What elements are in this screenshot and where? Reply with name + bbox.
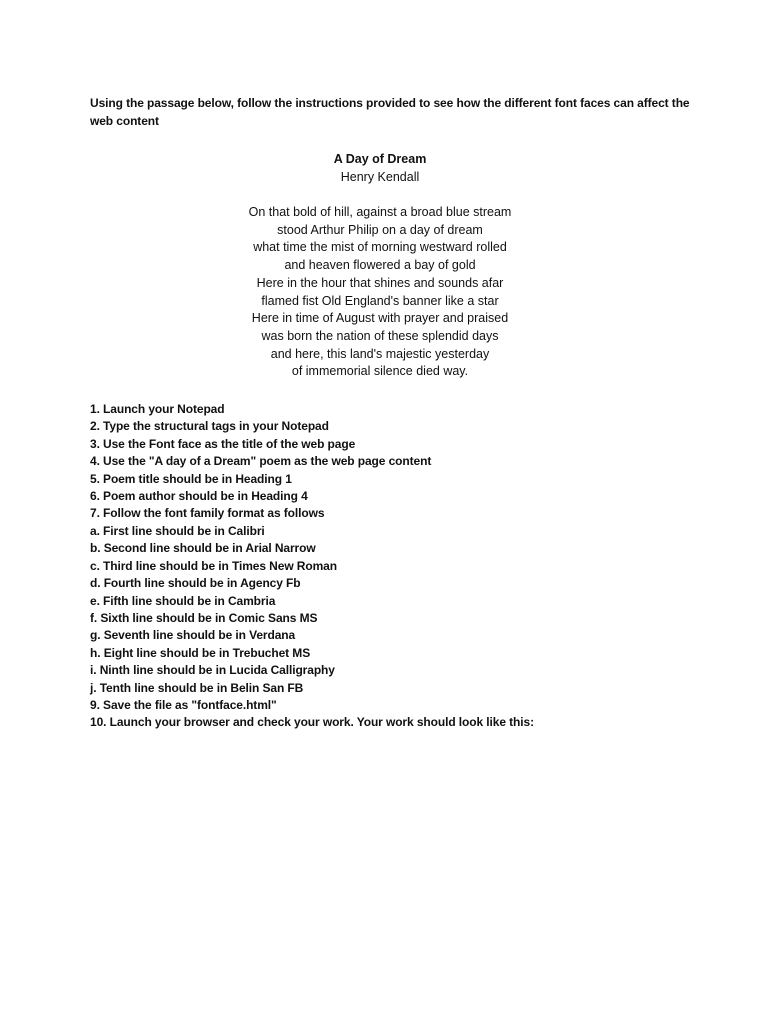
instruction-item: 4. Use the "A day of a Dream" poem as the web page content <box>90 454 432 469</box>
poem-line-9: and here, this land's majestic yesterday <box>270 346 490 361</box>
instruction-item: 7. Follow the font family format as follows <box>90 506 325 521</box>
instruction-item: 10. Launch your browser and check your work. Your work should look like this: <box>90 715 534 730</box>
instructions-list <box>90 401 690 732</box>
poem-line-4: and heaven flowered a bay of gold <box>284 258 476 273</box>
document-page <box>90 94 690 732</box>
instruction-item: 5. Poem title should be in Heading 1 <box>90 471 292 486</box>
instruction-item: c. Third line should be in Times New Roman <box>90 558 337 573</box>
instruction-item: i. Ninth line should be in Lucida Calligraphy <box>90 663 335 678</box>
instruction-item: a. First line should be in Calibri <box>90 523 265 538</box>
poem-block <box>90 150 670 381</box>
intro-paragraph: Using the passage below, follow the instructions provided to see how the different font faces can affect the web content <box>90 96 690 128</box>
poem-line-8: was born the nation of these splendid days <box>261 328 499 343</box>
poem-line-3: what time the mist of morning westward rolled <box>253 240 507 255</box>
poem-line-10: of immemorial silence died way. <box>291 364 469 379</box>
poem-author: Henry Kendall <box>340 170 420 184</box>
poem-line-7: Here in time of August with prayer and praised <box>251 311 509 326</box>
poem-title: A Day of Dream <box>333 152 427 166</box>
instruction-item: 9. Save the file as "fontface.html" <box>90 697 277 712</box>
instruction-item: 1. Launch your Notepad <box>90 402 225 417</box>
instruction-item: j. Tenth line should be in Belin San FB <box>90 680 304 695</box>
poem-line-6: flamed fist Old England's banner like a star <box>261 293 499 308</box>
instruction-item: d. Fourth line should be in Agency Fb <box>90 576 301 591</box>
instruction-item: 2. Type the structural tags in your Notepad <box>90 419 329 434</box>
instruction-item: b. Second line should be in Arial Narrow <box>90 541 316 556</box>
instruction-item: h. Eight line should be in Trebuchet MS <box>90 645 311 660</box>
poem-line-1: On that bold of hill, against a broad blue stream <box>248 205 512 219</box>
instruction-item: f. Sixth line should be in Comic Sans MS <box>90 610 318 625</box>
instruction-item: e. Fifth line should be in Cambria <box>90 593 276 608</box>
poem-line-2: stood Arthur Philip on a day of dream <box>277 222 483 237</box>
instruction-item: 6. Poem author should be in Heading 4 <box>90 489 308 504</box>
poem-line-5: Here in the hour that shines and sounds afar <box>256 275 504 290</box>
instruction-item: g. Seventh line should be in Verdana <box>90 628 296 643</box>
instruction-item: 3. Use the Font face as the title of the web page <box>90 436 356 451</box>
